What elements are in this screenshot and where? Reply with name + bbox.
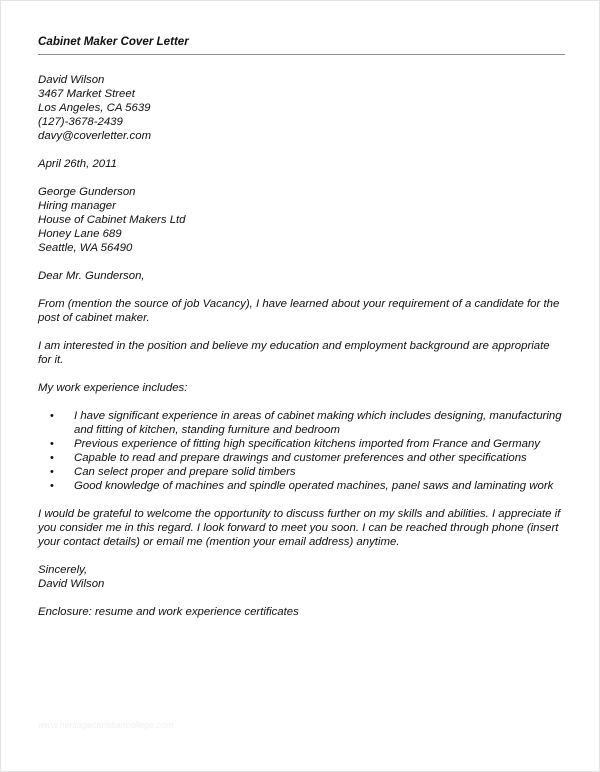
list-item: [50, 409, 566, 437]
experience-item-text: Good knowledge of machines and spindle operated machines, panel saws and laminating work: [74, 480, 554, 492]
recipient-title: Hiring manager: [38, 200, 116, 212]
enclosure-line: Enclosure: resume and work experience certificates: [38, 606, 299, 618]
signature-block: [38, 563, 566, 591]
sender-name: David Wilson: [38, 74, 105, 86]
sender-address: [38, 73, 566, 143]
experience-list: [38, 409, 566, 493]
bullet-icon: •: [50, 466, 54, 478]
list-item: [50, 479, 566, 493]
experience-intro: My work experience includes:: [38, 382, 188, 394]
sender-city: Los Angeles, CA 5639: [38, 102, 151, 114]
watermark-text: www.heritagechristiancollege.com: [38, 720, 174, 730]
experience-item-text: Capable to read and prepare drawings and customer preferences and other specifications: [74, 452, 527, 464]
experience-item-text: Previous experience of fitting high specification kitchens imported from France and Germany: [74, 438, 540, 450]
paragraph-interest: I am interested in the position and believe my education and employment background are appropriate for it.: [38, 340, 550, 366]
experience-item-text: I have significant experience in areas of cabinet making which includes designing, manufacturing and fitting of kitchen, standing furniture and bedroom: [74, 410, 562, 436]
recipient-city: Seattle, WA 56490: [38, 242, 133, 254]
recipient-address: [38, 185, 566, 255]
recipient-street: Honey Lane 689: [38, 228, 122, 240]
sender-email: davy@coverletter.com: [38, 130, 152, 142]
letter-content: [38, 35, 566, 633]
paragraph-source: From (mention the source of job Vacancy), I have learned about your requirement of a candidate for the post of cabinet maker.: [38, 298, 560, 324]
signature-name: David Wilson: [38, 578, 105, 590]
salutation: Dear Mr. Gunderson,: [38, 270, 145, 282]
bullet-icon: •: [50, 480, 54, 492]
bullet-icon: •: [50, 452, 54, 464]
sender-street: 3467 Market Street: [38, 88, 135, 100]
sign-off: Sincerely,: [38, 564, 88, 576]
experience-item-text: Can select proper and prepare solid timbers: [74, 466, 296, 478]
bullet-icon: •: [50, 438, 54, 450]
paragraph-closing: I would be grateful to welcome the opportunity to discuss further on my skills and abilities. I appreciate if you consider me in this regard. I look forward to meet you soon. I can be reached through phone (insert your contact details) or email me (mention your email address) anytime.: [38, 508, 561, 548]
sender-phone: (127)-3678-2439: [38, 116, 123, 128]
letter-date: April 26th, 2011: [38, 158, 117, 170]
list-item: [50, 451, 566, 465]
list-item: [50, 437, 566, 451]
recipient-name: George Gunderson: [38, 186, 136, 198]
list-item: [50, 465, 566, 479]
bullet-icon: •: [50, 410, 54, 422]
document-title: Cabinet Maker Cover Letter: [38, 35, 189, 48]
recipient-company: House of Cabinet Makers Ltd: [38, 214, 186, 226]
title-divider: [38, 54, 565, 55]
